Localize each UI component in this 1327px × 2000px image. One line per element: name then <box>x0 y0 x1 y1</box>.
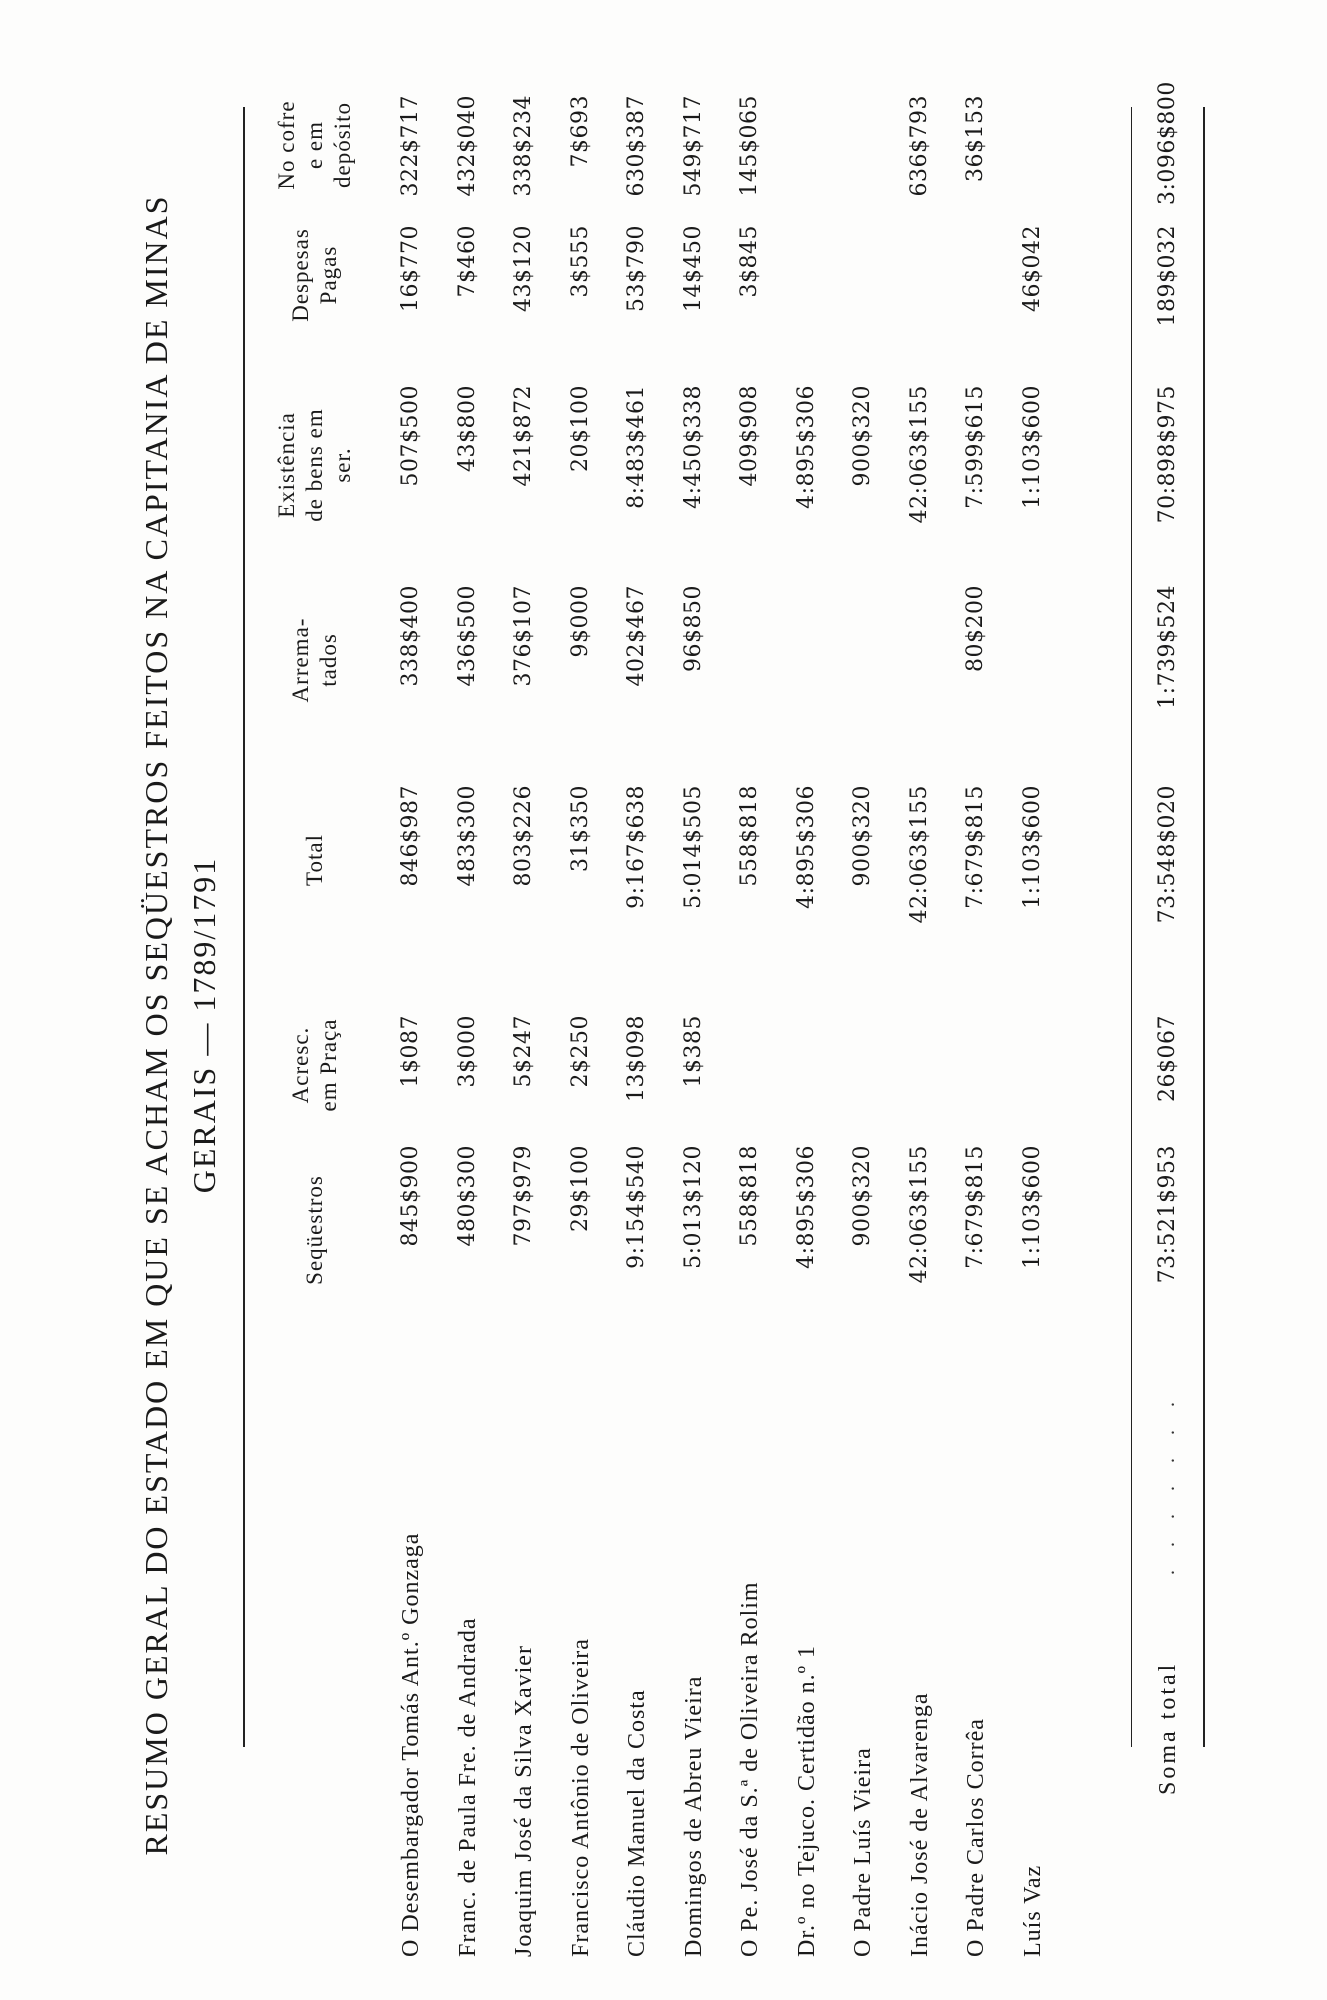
table-row <box>843 95 889 1995</box>
cell-sequestros: 558$818 <box>737 1145 762 1247</box>
header-despesas-line-1: Despesas <box>288 228 313 322</box>
header-total <box>301 775 329 945</box>
cell-acresc: 3$000 <box>454 1015 480 1088</box>
cell-despesas: 53$790 <box>624 225 649 312</box>
cell-sequestros: 1:103$600 <box>1019 1145 1045 1269</box>
cell-cofre: 36$153 <box>963 95 988 182</box>
cell-arrematados: 402$467 <box>624 585 649 687</box>
header-acresc <box>287 990 343 1140</box>
top-rule <box>243 107 245 1747</box>
table-row <box>448 95 494 1995</box>
cell-despesas: 7$460 <box>454 225 480 298</box>
cell-total: 42:063$155 <box>906 785 932 924</box>
cell-sequestros: 480$300 <box>454 1145 480 1247</box>
header-existencia-line-3: ser. <box>330 447 355 483</box>
header-sequestros-text: Seqüestros <box>302 1175 327 1285</box>
cell-total: 483$300 <box>454 785 480 887</box>
document-title-line-2: GERAIS — 1789/1791 <box>186 856 222 1194</box>
header-cofre-line-1: No cofre <box>274 100 299 190</box>
header-cofre <box>273 85 357 205</box>
totals-total: 73:548$020 <box>1155 785 1180 924</box>
table-row <box>1013 95 1059 1995</box>
cell-acresc: 1$087 <box>398 1015 423 1088</box>
row-name: O Pe. José da S.ª de Oliveira Rolim <box>737 1581 763 1957</box>
cell-sequestros: 29$100 <box>567 1145 593 1232</box>
bottom-rule <box>1203 107 1205 1747</box>
cell-total: 900$320 <box>850 785 875 887</box>
cell-arrematados: 80$200 <box>963 585 988 672</box>
cell-existencia: 7:599$615 <box>963 385 988 509</box>
totals-despesas: 189$032 <box>1155 225 1180 327</box>
cell-despesas: 3$845 <box>737 225 762 298</box>
cell-arrematados: 436$500 <box>454 585 480 687</box>
cell-sequestros: 42:063$155 <box>906 1145 932 1284</box>
cell-cofre: 338$234 <box>511 95 536 197</box>
cell-total: 5:014$505 <box>680 785 706 909</box>
cell-acresc: 5$247 <box>511 1015 536 1088</box>
header-despesas <box>287 205 343 345</box>
cell-sequestros: 7:679$815 <box>963 1145 988 1269</box>
cell-existencia: 409$908 <box>737 385 762 487</box>
row-name: O Padre Carlos Corrêa <box>963 1718 989 1957</box>
cell-existencia: 4:895$306 <box>793 385 819 509</box>
rotated-table-sheet <box>123 81 1303 1995</box>
cell-total: 4:895$306 <box>793 785 819 909</box>
cell-cofre: 549$717 <box>680 95 706 197</box>
cell-despesas: 3$555 <box>567 225 593 298</box>
header-arrematados <box>287 575 343 745</box>
header-existencia-line-1: Existência <box>274 412 299 518</box>
cell-cofre: 145$065 <box>737 95 762 197</box>
header-arrematados-line-1: Arrema- <box>288 617 313 703</box>
cell-acresc: 1$385 <box>680 1015 706 1088</box>
totals-acresc: 26$067 <box>1155 1015 1180 1102</box>
cell-total: 31$350 <box>567 785 593 872</box>
cell-existencia: 43$800 <box>454 385 480 472</box>
cell-total: 1:103$600 <box>1019 785 1045 909</box>
cell-total: 558$818 <box>737 785 762 887</box>
cell-existencia: 900$320 <box>850 385 875 487</box>
row-name: Cláudio Manuel da Costa <box>624 1689 650 1957</box>
table-row <box>391 95 437 1995</box>
row-name: O Desembargador Tomás Ant.º Gonzaga <box>398 1532 424 1957</box>
cell-arrematados: 9$000 <box>567 585 593 658</box>
header-existencia <box>273 375 357 555</box>
cell-despesas: 43$120 <box>511 225 536 312</box>
cell-total: 7:679$815 <box>963 785 988 909</box>
totals-sequestros: 73:521$953 <box>1155 1145 1180 1284</box>
cell-sequestros: 4:895$306 <box>793 1145 819 1269</box>
cell-cofre: 7$693 <box>567 95 593 168</box>
cell-despesas: 16$770 <box>398 225 423 312</box>
table-row <box>617 95 663 1995</box>
cell-acresc: 2$250 <box>567 1015 593 1088</box>
cell-despesas: 14$450 <box>680 225 706 312</box>
cell-total: 803$226 <box>511 785 536 887</box>
totals-existencia: 70:898$975 <box>1155 385 1180 524</box>
cell-arrematados: 96$850 <box>680 585 706 672</box>
row-name: Dr.º no Tejuco. Certidão n.º 1 <box>793 1644 820 1957</box>
row-name: Luís Vaz <box>1019 1864 1046 1957</box>
cell-despesas: 46$042 <box>1019 225 1045 312</box>
cell-total: 9:167$638 <box>624 785 649 909</box>
header-cofre-line-2: e em <box>302 120 327 170</box>
table-row <box>674 95 720 1995</box>
cell-existencia: 4:450$338 <box>680 385 706 509</box>
cell-sequestros: 5:013$120 <box>680 1145 706 1269</box>
row-name: Francisco Antônio de Oliveira <box>567 1638 594 1957</box>
cell-cofre: 432$040 <box>454 95 480 197</box>
cell-existencia: 507$500 <box>398 385 423 487</box>
row-name: Domingos de Abreu Vieira <box>680 1675 707 1957</box>
cell-cofre: 322$717 <box>398 95 423 197</box>
cell-sequestros: 900$320 <box>850 1145 875 1247</box>
cell-total: 846$987 <box>398 785 423 887</box>
totals-label: Soma total <box>1155 1661 1181 1795</box>
total-separator-rule <box>1131 107 1132 1747</box>
table-row <box>956 95 1002 1995</box>
table-row <box>900 95 946 1995</box>
table-row <box>787 95 833 1995</box>
header-arrematados-line-2: tados <box>316 633 341 687</box>
totals-row <box>1148 81 1194 1995</box>
cell-cofre: 636$793 <box>906 95 932 197</box>
cell-cofre: 630$387 <box>624 95 649 197</box>
cell-arrematados: 376$107 <box>511 585 536 687</box>
row-name: Joaquim José da Silva Xavier <box>511 1645 537 1957</box>
header-total-text: Total <box>302 834 327 886</box>
totals-leader-dots: . . . . . . . <box>1157 1393 1179 1575</box>
header-acresc-line-2: em Praça <box>316 1018 341 1112</box>
cell-sequestros: 845$900 <box>398 1145 423 1247</box>
row-name: Inácio José de Alvarenga <box>906 1692 933 1957</box>
table-row <box>561 95 607 1995</box>
header-existencia-line-2: de bens em <box>302 408 327 522</box>
cell-acresc: 13$098 <box>624 1015 649 1102</box>
totals-cofre: 3:096$800 <box>1155 81 1180 205</box>
header-cofre-line-3: depósito <box>330 102 355 188</box>
row-name: O Padre Luís Vieira <box>850 1747 876 1957</box>
totals-arrematados: 1:739$524 <box>1155 585 1180 709</box>
cell-sequestros: 9:154$540 <box>624 1145 649 1269</box>
cell-existencia: 42:063$155 <box>906 385 932 524</box>
row-name: Franc. de Paula Fre. de Andrada <box>454 1617 481 1957</box>
cell-sequestros: 797$979 <box>511 1145 536 1247</box>
cell-existencia: 8:483$461 <box>624 385 649 509</box>
table-row <box>504 95 550 1995</box>
document-title-line-1: RESUMO GERAL DO ESTADO EM QUE SE ACHAM OS SEQÜESTROS FEITOS NA CAPITANIA DE MINAS <box>138 194 174 1856</box>
table-row <box>730 95 776 1995</box>
header-acresc-line-1: Acresc. <box>288 1026 313 1104</box>
cell-existencia: 1:103$600 <box>1019 385 1045 509</box>
header-sequestros <box>301 1145 329 1315</box>
cell-arrematados: 338$400 <box>398 585 423 687</box>
cell-existencia: 421$872 <box>511 385 536 487</box>
header-despesas-line-2: Pagas <box>316 245 341 305</box>
cell-existencia: 20$100 <box>567 385 593 472</box>
